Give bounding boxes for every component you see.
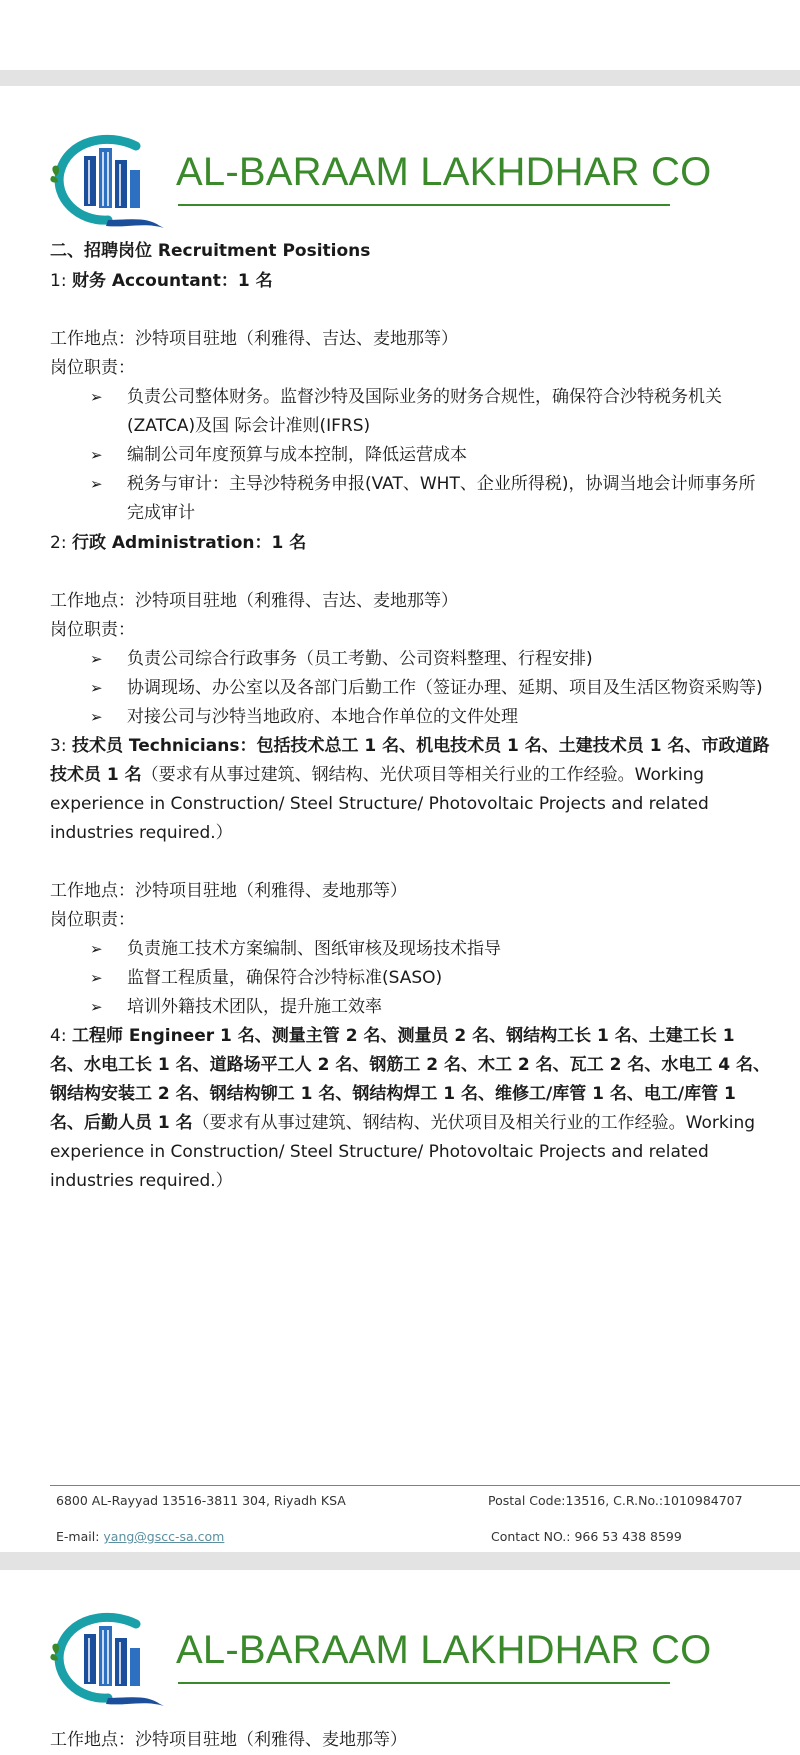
job-2-title: 行政 Administration：1 名 bbox=[71, 533, 307, 553]
job-3-heading bbox=[50, 732, 770, 848]
job-4-title: 工程师 Engineer 1 名、测量主管 2 名、测量员 2 名、钢结构工长 1 名、土建工长 1 名、水电工长 1 名、道路场平工人 2 名、钢筋工 2 名、木工 2 名、瓦工 2 名、水电工 4 名、钢结构安装工 2 名、钢结构铆工 1 名、钢结构焊工 1 名、维修工/库管 1 名、电工/库管 1 名、后勤人员 1 名 bbox=[50, 1026, 770, 1133]
arrow-bullet-icon: ➢ bbox=[90, 388, 103, 406]
job-3-duties bbox=[50, 935, 770, 1022]
company-name-underline bbox=[178, 204, 670, 206]
job-3-details bbox=[50, 877, 770, 1022]
job-1-title: 财务 Accountant：1 名 bbox=[71, 271, 273, 291]
job-3-note: （要求有从事过建筑、钢结构、光伏项目等相关行业的工作经验。Working experience in Construction/ Steel Structure/ Photovoltaic Projects and related industries required.） bbox=[50, 765, 709, 843]
job-2-location: 工作地点：沙特项目驻地（利雅得、吉达、麦地那等） bbox=[50, 591, 458, 611]
arrow-bullet-icon: ➢ bbox=[90, 998, 103, 1016]
duty-item: ➢ 培训外籍技术团队，提升施工效率 bbox=[50, 993, 770, 1022]
company-name: AL-BARAAM LAKHDHAR CO bbox=[176, 1628, 712, 1672]
company-name: AL-BARAAM LAKHDHAR CO bbox=[176, 150, 712, 194]
job-2-details bbox=[50, 587, 770, 732]
duty-item: ➢ 对接公司与沙特当地政府、本地合作单位的文件处理 bbox=[50, 703, 770, 732]
document-body bbox=[50, 236, 770, 1196]
arrow-bullet-icon: ➢ bbox=[90, 679, 103, 697]
job-4-heading bbox=[50, 1022, 770, 1196]
job-2-heading bbox=[50, 528, 770, 558]
document-page-2 bbox=[0, 1570, 800, 1750]
arrow-bullet-icon: ➢ bbox=[90, 650, 103, 668]
footer-email-label: E-mail: bbox=[56, 1529, 104, 1544]
job-1-duties bbox=[50, 383, 770, 528]
duty-item: ➢ 负责公司综合行政事务（员工考勤、公司资料整理、行程安排) bbox=[50, 645, 770, 674]
job-2-index: 2: bbox=[50, 533, 67, 553]
footer-email-row bbox=[56, 1529, 224, 1544]
page-2-cut-text: 工作地点：沙特项目驻地（利雅得、麦地那等） bbox=[50, 1730, 407, 1750]
job-3-title: 技术员 Technicians：包括技术总工 1 名、机电技术员 1 名、土建技术员 1 名、市政道路技术员 1 名 bbox=[50, 736, 770, 785]
job-3-index: 3: bbox=[50, 736, 67, 756]
section-title: 二、招聘岗位 Recruitment Positions bbox=[50, 241, 371, 261]
duty-item: ➢ 负责施工技术方案编制、图纸审核及现场技术指导 bbox=[50, 935, 770, 964]
arrow-bullet-icon: ➢ bbox=[90, 708, 103, 726]
company-logo bbox=[48, 136, 164, 228]
arrow-bullet-icon: ➢ bbox=[90, 475, 103, 493]
duty-item: ➢ 税务与审计：主导沙特税务申报(VAT、WHT、企业所得税)，协调当地会计师事务所完成审计 bbox=[50, 470, 770, 528]
duty-item: ➢ 监督工程质量，确保符合沙特标准(SASO) bbox=[50, 964, 770, 993]
duty-item: ➢ 编制公司年度预算与成本控制，降低运营成本 bbox=[50, 441, 770, 470]
letterhead-footer bbox=[50, 1485, 800, 1565]
duty-item: ➢ 负责公司整体财务。监督沙特及国际业务的财务合规性，确保符合沙特税务机关(ZATCA)及国 际会计准则(IFRS) bbox=[50, 383, 770, 441]
footer-postal: Postal Code:13516, C.R.No.:1010984707 bbox=[488, 1493, 743, 1508]
footer-email-link[interactable]: yang@gscc-sa.com bbox=[103, 1529, 225, 1544]
document-page-1 bbox=[0, 86, 800, 1552]
job-1-details bbox=[50, 325, 770, 528]
arrow-bullet-icon: ➢ bbox=[90, 940, 103, 958]
job-3-duties-label: 岗位职责： bbox=[50, 910, 135, 930]
company-name-underline bbox=[178, 1682, 670, 1684]
footer-divider bbox=[50, 1485, 800, 1486]
duty-item: ➢ 协调现场、办公室以及各部门后勤工作（签证办理、延期、项目及生活区物资采购等) bbox=[50, 674, 770, 703]
job-1-index: 1: bbox=[50, 271, 67, 291]
job-4-index: 4: bbox=[50, 1026, 67, 1046]
letterhead bbox=[48, 136, 748, 236]
letterhead-page-2 bbox=[48, 1614, 748, 1714]
arrow-bullet-icon: ➢ bbox=[90, 446, 103, 464]
company-logo bbox=[48, 1614, 164, 1706]
page-separator-top bbox=[0, 70, 800, 86]
job-2-duties-label: 岗位职责： bbox=[50, 620, 135, 640]
arrow-bullet-icon: ➢ bbox=[90, 969, 103, 987]
job-2-duties bbox=[50, 645, 770, 732]
job-1-location: 工作地点：沙特项目驻地（利雅得、吉达、麦地那等） bbox=[50, 329, 458, 349]
job-1-heading bbox=[50, 266, 770, 296]
footer-address: 6800 AL-Rayyad 13516-3811 304, Riyadh KSA bbox=[56, 1493, 346, 1508]
footer-contact: Contact NO.: 966 53 438 8599 bbox=[491, 1529, 682, 1544]
job-3-location: 工作地点：沙特项目驻地（利雅得、麦地那等） bbox=[50, 881, 407, 901]
job-4-note: （要求有从事过建筑、钢结构、光伏项目及相关行业的工作经验。Working experience in Construction/ Steel Structure/ Photovoltaic Projects and related industries required.） bbox=[50, 1113, 756, 1191]
job-1-duties-label: 岗位职责： bbox=[50, 358, 135, 378]
